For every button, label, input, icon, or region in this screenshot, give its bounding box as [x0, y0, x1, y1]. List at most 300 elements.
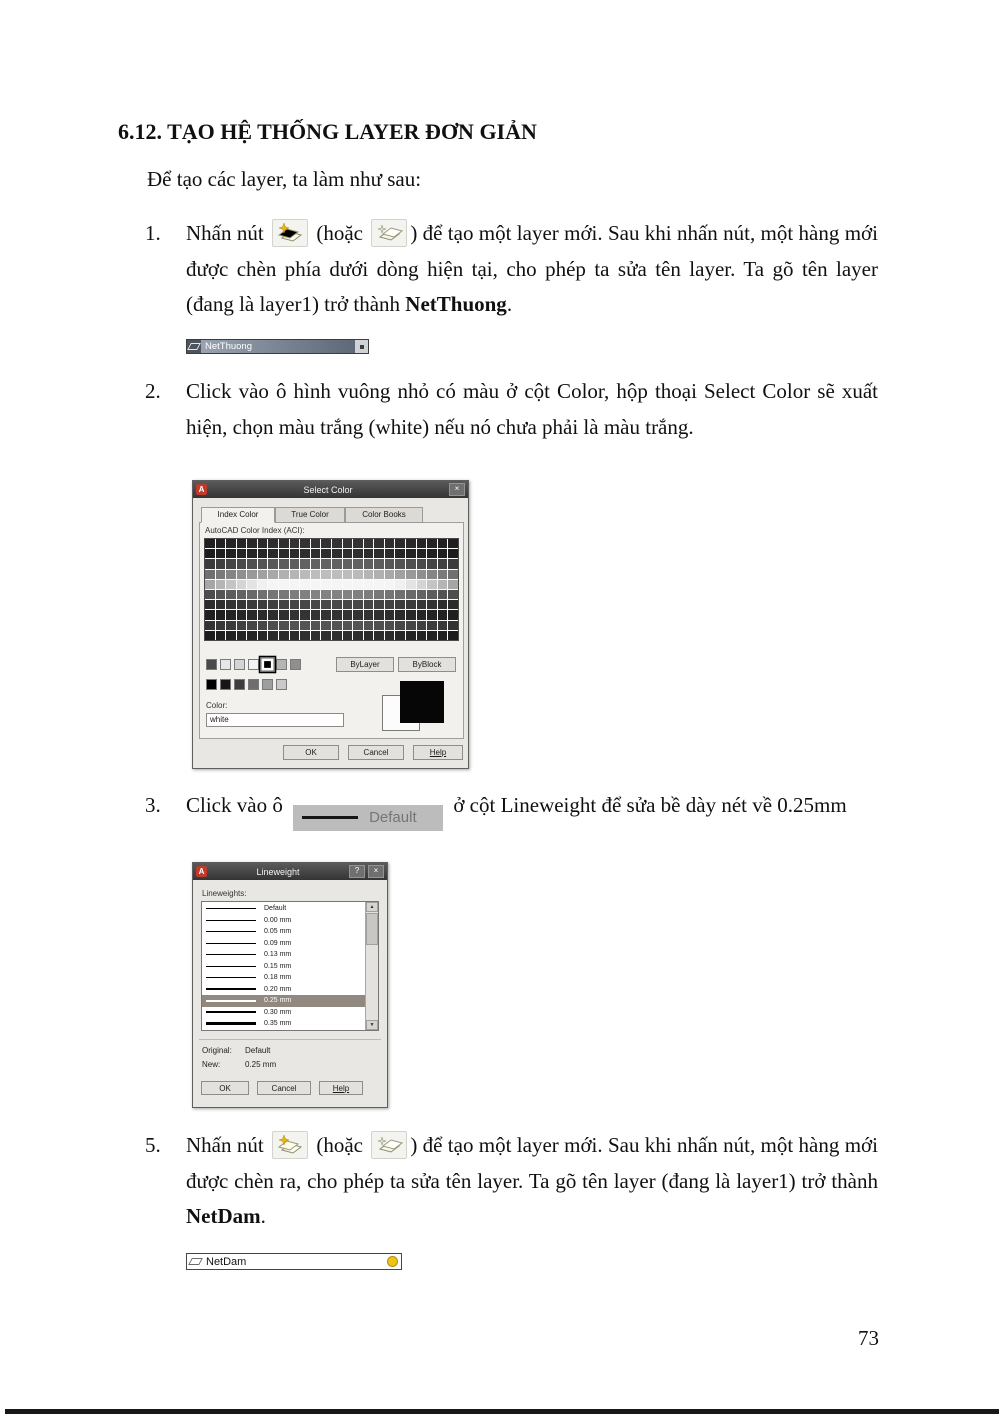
aci-color-cell[interactable] — [438, 631, 448, 640]
ok-button[interactable]: OK — [201, 1081, 249, 1095]
aci-color-cell[interactable] — [385, 549, 395, 558]
aci-color-cell[interactable] — [216, 539, 226, 548]
aci-color-cell[interactable] — [438, 610, 448, 619]
color-swatch[interactable] — [290, 659, 301, 670]
aci-color-cell[interactable] — [321, 590, 331, 599]
aci-color-cell[interactable] — [406, 621, 416, 630]
help-button[interactable]: Help — [319, 1081, 363, 1095]
aci-color-cell[interactable] — [247, 631, 257, 640]
color-swatch[interactable] — [206, 659, 217, 670]
aci-color-cell[interactable] — [343, 600, 353, 609]
aci-color-cell[interactable] — [448, 600, 458, 609]
aci-color-cell[interactable] — [300, 600, 310, 609]
aci-color-cell[interactable] — [353, 600, 363, 609]
aci-color-cell[interactable] — [237, 549, 247, 558]
aci-color-cell[interactable] — [237, 539, 247, 548]
aci-color-cell[interactable] — [321, 549, 331, 558]
aci-color-cell[interactable] — [300, 570, 310, 579]
aci-color-cell[interactable] — [311, 631, 321, 640]
aci-color-cell[interactable] — [374, 580, 384, 589]
aci-color-cell[interactable] — [290, 580, 300, 589]
aci-color-cell[interactable] — [343, 590, 353, 599]
aci-color-cell[interactable] — [353, 570, 363, 579]
aci-color-cell[interactable] — [247, 610, 257, 619]
aci-color-cell[interactable] — [237, 570, 247, 579]
aci-color-cell[interactable] — [448, 610, 458, 619]
aci-color-cell[interactable] — [258, 580, 268, 589]
cancel-button[interactable]: Cancel — [257, 1081, 311, 1095]
aci-color-cell[interactable] — [237, 621, 247, 630]
aci-color-cell[interactable] — [268, 559, 278, 568]
aci-color-cell[interactable] — [226, 631, 236, 640]
aci-color-cell[interactable] — [438, 621, 448, 630]
aci-color-cell[interactable] — [216, 549, 226, 558]
aci-color-cell[interactable] — [279, 539, 289, 548]
color-swatch[interactable] — [260, 657, 275, 672]
layer-on-bulb-icon[interactable] — [387, 1256, 398, 1267]
aci-color-cell[interactable] — [343, 539, 353, 548]
aci-color-cell[interactable] — [205, 600, 215, 609]
aci-color-cell[interactable] — [268, 570, 278, 579]
aci-color-cell[interactable] — [343, 549, 353, 558]
aci-color-cell[interactable] — [268, 610, 278, 619]
aci-color-cell[interactable] — [226, 610, 236, 619]
aci-color-cell[interactable] — [448, 621, 458, 630]
aci-color-cell[interactable] — [258, 610, 268, 619]
new-layer-alt-icon[interactable] — [371, 219, 407, 247]
aci-color-cell[interactable] — [226, 580, 236, 589]
aci-color-cell[interactable] — [205, 580, 215, 589]
aci-color-cell[interactable] — [226, 570, 236, 579]
aci-color-cell[interactable] — [427, 590, 437, 599]
aci-color-cell[interactable] — [300, 580, 310, 589]
aci-color-cell[interactable] — [395, 580, 405, 589]
tab-index-color[interactable]: Index Color — [201, 507, 275, 523]
scroll-up-icon[interactable]: ▲ — [366, 902, 378, 912]
lineweight-item[interactable]: 0.35 mm — [202, 1018, 365, 1030]
aci-color-cell[interactable] — [385, 621, 395, 630]
aci-color-cell[interactable] — [374, 570, 384, 579]
aci-color-cell[interactable] — [205, 590, 215, 599]
aci-color-cell[interactable] — [279, 549, 289, 558]
aci-color-cell[interactable] — [448, 590, 458, 599]
lineweight-item[interactable]: 0.15 mm — [202, 961, 365, 973]
aci-color-cell[interactable] — [374, 559, 384, 568]
aci-color-cell[interactable] — [406, 549, 416, 558]
scroll-thumb[interactable] — [366, 913, 378, 945]
aci-color-cell[interactable] — [395, 610, 405, 619]
aci-color-cell[interactable] — [332, 610, 342, 619]
color-swatch[interactable] — [220, 659, 231, 670]
aci-color-cell[interactable] — [417, 559, 427, 568]
aci-color-cell[interactable] — [353, 621, 363, 630]
aci-color-cell[interactable] — [247, 600, 257, 609]
step-5-seg1: Nhấn nút — [186, 1133, 269, 1157]
step-1-seg1: Nhấn nút — [186, 221, 269, 245]
close-icon[interactable]: × — [368, 865, 384, 878]
aci-color-cell[interactable] — [321, 631, 331, 640]
aci-color-cell[interactable] — [321, 580, 331, 589]
aci-color-cell[interactable] — [332, 539, 342, 548]
aci-color-cell[interactable] — [427, 600, 437, 609]
step-1-seg3: ) để tạo một layer mới. Sau khi nhấn nút, một hàng mới được chèn phía dưới dòng hiện tại, cho phép ta sửa tên layer. Ta gõ tên layer (đang là layer1) trở thành — [186, 221, 878, 316]
lineweight-item[interactable]: 0.09 mm — [202, 938, 365, 950]
aci-color-cell[interactable] — [427, 570, 437, 579]
aci-color-cell[interactable] — [353, 590, 363, 599]
aci-color-cell[interactable] — [237, 559, 247, 568]
aci-color-cell[interactable] — [268, 539, 278, 548]
aci-color-cell[interactable] — [332, 590, 342, 599]
aci-color-cell[interactable] — [258, 549, 268, 558]
aci-color-cell[interactable] — [448, 559, 458, 568]
aci-color-cell[interactable] — [406, 600, 416, 609]
aci-color-cell[interactable] — [332, 549, 342, 558]
aci-color-cell[interactable] — [290, 600, 300, 609]
aci-color-cell[interactable] — [374, 600, 384, 609]
aci-color-cell[interactable] — [205, 631, 215, 640]
aci-color-cell[interactable] — [237, 590, 247, 599]
aci-color-cell[interactable] — [395, 559, 405, 568]
aci-color-cell[interactable] — [332, 570, 342, 579]
aci-color-cell[interactable] — [290, 631, 300, 640]
aci-color-cell[interactable] — [290, 621, 300, 630]
aci-color-cell[interactable] — [216, 580, 226, 589]
aci-color-cell[interactable] — [226, 600, 236, 609]
aci-color-cell[interactable] — [364, 590, 374, 599]
aci-color-cell[interactable] — [290, 570, 300, 579]
aci-color-cell[interactable] — [237, 610, 247, 619]
aci-color-cell[interactable] — [205, 570, 215, 579]
aci-color-cell[interactable] — [332, 580, 342, 589]
aci-color-cell[interactable] — [353, 559, 363, 568]
aci-color-cell[interactable] — [311, 610, 321, 619]
aci-color-cell[interactable] — [205, 621, 215, 630]
aci-color-cell[interactable] — [385, 610, 395, 619]
aci-color-cell[interactable] — [300, 539, 310, 548]
aci-color-cell[interactable] — [290, 559, 300, 568]
aci-color-cell[interactable] — [417, 539, 427, 548]
scrollbar[interactable] — [365, 902, 378, 1030]
aci-color-cell[interactable] — [343, 559, 353, 568]
help-button[interactable]: Help — [413, 745, 463, 760]
aci-color-cell[interactable] — [364, 559, 374, 568]
aci-color-cell[interactable] — [268, 621, 278, 630]
aci-color-cell[interactable] — [332, 631, 342, 640]
aci-color-cell[interactable] — [353, 631, 363, 640]
aci-color-cell[interactable] — [395, 590, 405, 599]
aci-color-cell[interactable] — [205, 610, 215, 619]
aci-color-cell[interactable] — [247, 549, 257, 558]
aci-color-cell[interactable] — [427, 580, 437, 589]
aci-color-cell[interactable] — [216, 590, 226, 599]
aci-color-cell[interactable] — [311, 549, 321, 558]
aci-color-cell[interactable] — [406, 590, 416, 599]
aci-color-cell[interactable] — [417, 570, 427, 579]
aci-color-cell[interactable] — [311, 600, 321, 609]
aci-color-cell[interactable] — [300, 549, 310, 558]
aci-color-cell[interactable] — [427, 539, 437, 548]
color-swatch[interactable] — [220, 679, 231, 690]
aci-color-cell[interactable] — [247, 539, 257, 548]
aci-color-cell[interactable] — [290, 549, 300, 558]
aci-color-cell[interactable] — [395, 549, 405, 558]
aci-color-cell[interactable] — [300, 559, 310, 568]
lineweight-item[interactable]: 0.18 mm — [202, 972, 365, 984]
aci-color-cell[interactable] — [311, 570, 321, 579]
aci-color-cell[interactable] — [205, 549, 215, 558]
aci-color-cell[interactable] — [258, 570, 268, 579]
scroll-down-icon[interactable]: ▼ — [366, 1020, 378, 1030]
aci-color-cell[interactable] — [247, 580, 257, 589]
aci-color-cell[interactable] — [311, 621, 321, 630]
aci-color-cell[interactable] — [406, 610, 416, 619]
aci-color-cell[interactable] — [279, 570, 289, 579]
new-layer-alt-icon[interactable] — [371, 1131, 407, 1159]
aci-color-cell[interactable] — [395, 631, 405, 640]
aci-color-cell[interactable] — [247, 590, 257, 599]
tab-true-color[interactable]: True Color — [275, 507, 345, 523]
aci-color-cell[interactable] — [364, 600, 374, 609]
aci-color-cell[interactable] — [216, 600, 226, 609]
aci-color-cell[interactable] — [321, 570, 331, 579]
aci-color-cell[interactable] — [290, 539, 300, 548]
aci-color-cell[interactable] — [258, 539, 268, 548]
aci-color-cell[interactable] — [258, 631, 268, 640]
color-swatch[interactable] — [262, 679, 273, 690]
aci-color-cell[interactable] — [438, 570, 448, 579]
new-layer-icon[interactable] — [272, 1131, 308, 1159]
lineweight-item[interactable]: 0.30 mm — [202, 1007, 365, 1019]
aci-color-cell[interactable] — [395, 570, 405, 579]
aci-color-cell[interactable] — [417, 549, 427, 558]
aci-color-cell[interactable] — [353, 580, 363, 589]
aci-color-cell[interactable] — [427, 559, 437, 568]
aci-color-cell[interactable] — [311, 580, 321, 589]
aci-color-cell[interactable] — [226, 539, 236, 548]
aci-color-cell[interactable] — [427, 631, 437, 640]
aci-color-cell[interactable] — [417, 600, 427, 609]
aci-color-cell[interactable] — [268, 549, 278, 558]
lineweight-item[interactable]: 0.00 mm — [202, 915, 365, 927]
lineweight-item[interactable]: Default — [202, 903, 365, 915]
color-swatch[interactable] — [234, 659, 245, 670]
aci-color-cell[interactable] — [364, 631, 374, 640]
aci-color-cell[interactable] — [438, 580, 448, 589]
aci-color-cell[interactable] — [268, 590, 278, 599]
color-swatch[interactable] — [276, 679, 287, 690]
aci-color-cell[interactable] — [448, 631, 458, 640]
cancel-button[interactable]: Cancel — [348, 745, 404, 760]
aci-color-cell[interactable] — [364, 610, 374, 619]
aci-color-cell[interactable] — [300, 631, 310, 640]
aci-color-cell[interactable] — [427, 549, 437, 558]
lineweight-cell-widget[interactable] — [293, 805, 443, 831]
aci-color-cell[interactable] — [290, 590, 300, 599]
aci-color-cell[interactable] — [353, 549, 363, 558]
aci-color-cell[interactable] — [385, 600, 395, 609]
aci-color-cell[interactable] — [268, 600, 278, 609]
aci-color-cell[interactable] — [385, 559, 395, 568]
aci-color-cell[interactable] — [438, 549, 448, 558]
aci-color-cell[interactable] — [438, 539, 448, 548]
aci-color-cell[interactable] — [311, 590, 321, 599]
aci-color-cell[interactable] — [374, 621, 384, 630]
aci-color-cell[interactable] — [364, 549, 374, 558]
tab-color-books[interactable]: Color Books — [345, 507, 423, 523]
aci-color-cell[interactable] — [343, 621, 353, 630]
aci-color-cell[interactable] — [321, 600, 331, 609]
bylayer-button[interactable]: ByLayer — [336, 657, 394, 672]
autocad-app-icon: A — [196, 866, 207, 877]
byblock-button[interactable]: ByBlock — [398, 657, 456, 672]
aci-color-cell[interactable] — [321, 621, 331, 630]
aci-color-cell[interactable] — [332, 559, 342, 568]
aci-color-cell[interactable] — [321, 610, 331, 619]
aci-color-cell[interactable] — [374, 549, 384, 558]
aci-color-cell[interactable] — [279, 621, 289, 630]
aci-color-cell[interactable] — [406, 570, 416, 579]
aci-color-cell[interactable] — [385, 570, 395, 579]
close-icon[interactable]: × — [449, 483, 465, 496]
aci-color-cell[interactable] — [258, 600, 268, 609]
color-input[interactable]: white — [206, 713, 344, 727]
aci-color-cell[interactable] — [237, 580, 247, 589]
aci-color-cell[interactable] — [448, 539, 458, 548]
aci-color-cell[interactable] — [216, 570, 226, 579]
aci-color-cell[interactable] — [353, 610, 363, 619]
aci-color-cell[interactable] — [258, 621, 268, 630]
aci-color-cell[interactable] — [427, 621, 437, 630]
aci-color-cell[interactable] — [268, 631, 278, 640]
lineweight-item[interactable]: 0.25 mm — [202, 995, 365, 1007]
aci-color-cell[interactable] — [258, 559, 268, 568]
aci-color-cell[interactable] — [364, 539, 374, 548]
layer-name-value[interactable]: NetDam — [206, 1255, 247, 1268]
aci-color-cell[interactable] — [353, 539, 363, 548]
aci-color-cell[interactable] — [237, 631, 247, 640]
layer-name-field-netthuong[interactable] — [186, 339, 369, 354]
aci-color-cell[interactable] — [448, 580, 458, 589]
color-swatch[interactable] — [276, 659, 287, 670]
aci-color-cell[interactable] — [226, 621, 236, 630]
aci-color-cell[interactable] — [290, 610, 300, 619]
aci-color-cell[interactable] — [216, 621, 226, 630]
aci-color-cell[interactable] — [279, 631, 289, 640]
original-value: Default — [245, 1046, 271, 1055]
aci-color-cell[interactable] — [448, 549, 458, 558]
aci-color-cell[interactable] — [406, 631, 416, 640]
aci-color-cell[interactable] — [395, 621, 405, 630]
aci-color-cell[interactable] — [247, 570, 257, 579]
aci-color-cell[interactable] — [247, 621, 257, 630]
aci-color-cell[interactable] — [406, 539, 416, 548]
aci-color-cell[interactable] — [321, 539, 331, 548]
aci-color-cell[interactable] — [279, 600, 289, 609]
aci-color-cell[interactable] — [374, 631, 384, 640]
aci-color-cell[interactable] — [417, 621, 427, 630]
aci-color-cell[interactable] — [406, 559, 416, 568]
aci-color-cell[interactable] — [311, 559, 321, 568]
aci-color-cell[interactable] — [268, 580, 278, 589]
layer-on-icon[interactable] — [355, 340, 368, 353]
aci-color-cell[interactable] — [343, 580, 353, 589]
lineweight-item[interactable]: 0.13 mm — [202, 949, 365, 961]
aci-color-cell[interactable] — [321, 559, 331, 568]
layer-name-value[interactable]: NetThuong — [201, 340, 355, 353]
aci-color-cell[interactable] — [226, 549, 236, 558]
lineweight-item[interactable]: 0.05 mm — [202, 926, 365, 938]
aci-color-cell[interactable] — [300, 610, 310, 619]
aci-color-cell[interactable] — [385, 631, 395, 640]
aci-color-cell[interactable] — [438, 590, 448, 599]
aci-color-cell[interactable] — [279, 559, 289, 568]
layer-name-field-netdam[interactable] — [186, 1253, 402, 1270]
aci-color-cell[interactable] — [438, 559, 448, 568]
color-swatch[interactable] — [248, 679, 259, 690]
aci-color-cell[interactable] — [216, 610, 226, 619]
aci-color-cell[interactable] — [417, 580, 427, 589]
aci-color-cell[interactable] — [374, 539, 384, 548]
step-1-number: 1. — [145, 221, 161, 245]
aci-color-cell[interactable] — [417, 610, 427, 619]
aci-color-cell[interactable] — [395, 539, 405, 548]
color-swatch[interactable] — [206, 679, 217, 690]
aci-color-cell[interactable] — [374, 590, 384, 599]
aci-color-cell[interactable] — [300, 590, 310, 599]
aci-color-cell[interactable] — [332, 600, 342, 609]
aci-color-cell[interactable] — [406, 580, 416, 589]
aci-color-cell[interactable] — [385, 580, 395, 589]
help-icon[interactable]: ? — [349, 865, 365, 878]
aci-color-cell[interactable] — [226, 590, 236, 599]
aci-color-cell[interactable] — [385, 590, 395, 599]
aci-color-cell[interactable] — [216, 631, 226, 640]
new-layer-icon[interactable] — [272, 219, 308, 247]
aci-color-cell[interactable] — [226, 559, 236, 568]
aci-color-cell[interactable] — [300, 621, 310, 630]
aci-color-cell[interactable] — [247, 559, 257, 568]
aci-color-cell[interactable] — [343, 610, 353, 619]
aci-color-cell[interactable] — [279, 610, 289, 619]
aci-color-cell[interactable] — [311, 539, 321, 548]
aci-color-cell[interactable] — [427, 610, 437, 619]
aci-color-cell[interactable] — [395, 600, 405, 609]
lineweight-item[interactable]: 0.20 mm — [202, 984, 365, 996]
aci-color-cell[interactable] — [205, 559, 215, 568]
aci-color-cell[interactable] — [364, 570, 374, 579]
color-swatch[interactable] — [248, 659, 259, 670]
aci-color-cell[interactable] — [216, 559, 226, 568]
aci-color-cell[interactable] — [279, 590, 289, 599]
aci-color-cell[interactable] — [205, 539, 215, 548]
aci-color-cell[interactable] — [385, 539, 395, 548]
aci-color-cell[interactable] — [237, 600, 247, 609]
aci-color-cell[interactable] — [364, 621, 374, 630]
aci-color-cell[interactable] — [448, 570, 458, 579]
aci-color-cell[interactable] — [364, 580, 374, 589]
aci-color-cell[interactable] — [417, 631, 427, 640]
ok-button[interactable]: OK — [283, 745, 339, 760]
aci-color-cell[interactable] — [374, 610, 384, 619]
aci-color-cell[interactable] — [343, 631, 353, 640]
aci-color-cell[interactable] — [279, 580, 289, 589]
aci-color-cell[interactable] — [332, 621, 342, 630]
aci-color-cell[interactable] — [417, 590, 427, 599]
aci-color-cell[interactable] — [343, 570, 353, 579]
aci-color-cell[interactable] — [438, 600, 448, 609]
aci-color-cell[interactable] — [258, 590, 268, 599]
color-swatch[interactable] — [234, 679, 245, 690]
